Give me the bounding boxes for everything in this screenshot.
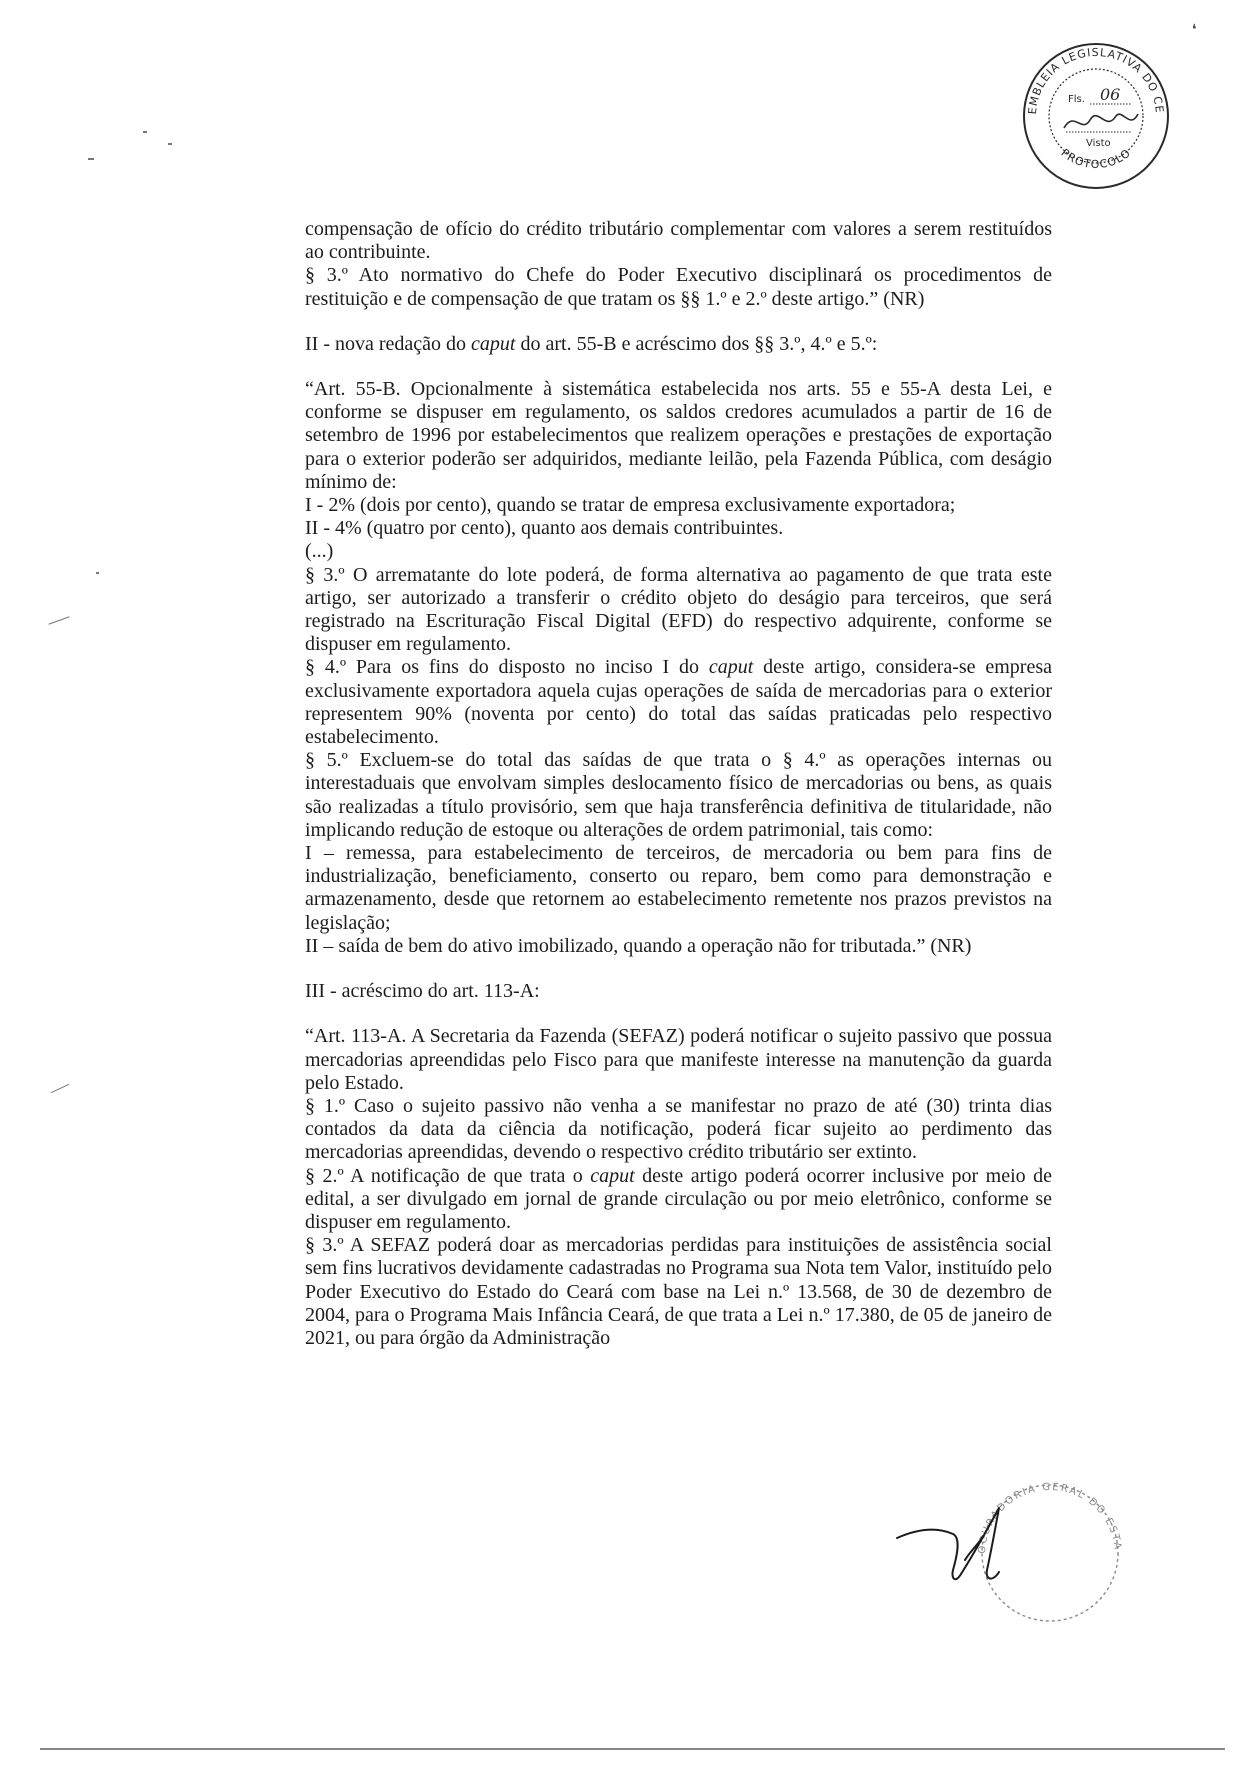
stamp-ring-bottom-text: PROTOCOLO bbox=[1058, 146, 1134, 172]
paragraph-art55b-par3: § 3.º O arrematante do lote poderá, de forma alternativa ao pagamento de que trata este artigo, ser autorizado a transferir o crédito objeto do deságio para terceiros, que será registrado na Escrituração Fiscal Digital (EFD) do respectivo adquirente, conforme se dispuser em regulamento. bbox=[305, 563, 1052, 656]
signature-graphic bbox=[895, 1500, 1025, 1610]
paragraph-art55b-caput: “Art. 55-B. Opcionalmente à sistemática estabelecida nos arts. 55 e 55-A desta Lei, e conforme se dispuser em regulamento, os saldos credores acumulados a partir de 16 de setembro de 1996 por estabelecimentos que realizem operações e prestações de exportação para o exterior poderão ser adquiridos, mediante leilão, pela Fazenda Pública, com deságio mínimo de: bbox=[305, 378, 1052, 493]
paragraph-art113a-par1: § 1.º Caso o sujeito passivo não venha a se manifestar no prazo de até (30) trinta dias contados da data da ciência da notificação, poderá ficar sujeito ao perdimento das mercadorias apreendidas, devendo o respectivo crédito tributário ser extinto. bbox=[305, 1094, 1052, 1164]
scan-speck bbox=[48, 616, 69, 624]
paragraph-art55b-inciso-i: I - 2% (dois por cento), quando se tratar de empresa exclusivamente exportadora; bbox=[305, 494, 956, 517]
page-bottom-rule bbox=[40, 1748, 1225, 1750]
stamp-visto-label: Visto bbox=[1086, 138, 1111, 149]
stamp-ring-top-text: EMBLEIA LEGISLATIVA DO CE bbox=[1025, 45, 1167, 115]
scan-speck bbox=[51, 1084, 70, 1093]
document-body bbox=[305, 218, 1052, 1350]
scan-speck bbox=[143, 131, 147, 133]
paragraph-art113a-par3: § 3.º A SEFAZ poderá doar as mercadorias perdidas para instituições de assistência social sem fins lucrativos devidamente cadastradas no Programa sua Nota tem Valor, instituído pelo Poder Executivo do Estado do Ceará com base na Lei n.º 13.568, de 30 de dezembro de 2004, para o Programa Mais Infância Ceará, de que trata a Lei n.º 17.380, de 05 de janeiro de 2021, ou para órgão da Administração bbox=[305, 1234, 1052, 1349]
corner-mark: ❛ bbox=[1192, 22, 1197, 38]
paragraph-art113a-caput: “Art. 113-A. A Secretaria da Fazenda (SEFAZ) poderá notificar o sujeito passivo que possua mercadorias apreendidas pelo Fisco para que manifeste interesse na manutenção da guarda pelo Estado. bbox=[305, 1025, 1052, 1094]
stamp-fls-number: 06 bbox=[1100, 85, 1121, 104]
paragraph-ellipsis: (...) bbox=[305, 540, 334, 563]
paragraph-art55a-par3: § 3.º Ato normativo do Chefe do Poder Executivo disciplinará os procedimentos de restituição e de compensação de que tratam os §§ 1.º e 2.º deste artigo.” (NR) bbox=[305, 264, 1052, 310]
paragraph-art55b-par5: § 5.º Excluem-se do total das saídas de que trata o § 4.º as operações internas ou interestaduais que envolvam simples deslocamento físico de mercadorias ou bens, as quais são realizadas a título provisório, sem que haja transferência definitiva de titularidade, não implicando redução de estoque ou alterações de ordem patrimonial, tais como: bbox=[305, 749, 1052, 841]
paragraph-art55b-par4: § 4.º Para os fins do disposto no inciso I do caput deste artigo, considera-se empresa exclusivamente exportadora aquela cujas operações de saída de mercadorias para o exterior representem 90% (noventa por cento) do total das saídas praticadas pelo respectivo estabelecimento. bbox=[305, 656, 1052, 749]
paragraph-compensacao: compensação de ofício do crédito tributário complementar com valores a serem restituídos ao contribuinte. bbox=[305, 218, 1052, 264]
paragraph-item-iii: III - acréscimo do art. 113-A: bbox=[305, 980, 540, 1003]
stamp-fls-label: Fls. bbox=[1068, 94, 1085, 105]
protocol-stamp-graphic bbox=[1020, 40, 1172, 192]
stamp-signature bbox=[1064, 114, 1138, 128]
handwritten-signature bbox=[895, 1500, 1025, 1610]
paragraph-item-ii: II - nova redação do caput do art. 55-B e acréscimo dos §§ 3.º, 4.º e 5.º: bbox=[305, 332, 878, 355]
scan-speck bbox=[96, 572, 99, 574]
protocol-stamp bbox=[1020, 40, 1172, 192]
paragraph-art55b-par5-inciso-i: I – remessa, para estabelecimento de terceiros, de mercadoria ou bem para fins de industrialização, beneficiamento, conserto ou reparo, bem como para demonstração e armazenamento, desde que retornem ao estabelecimento remetente nos prazos previstos na legislação; bbox=[305, 842, 1052, 934]
paragraph-art55b-inciso-ii: II - 4% (quatro por cento), quanto aos demais contribuintes. bbox=[305, 517, 784, 540]
seal-ring-text: OCURADORIA GERAL DO ESTA bbox=[976, 1481, 1123, 1555]
scan-speck bbox=[168, 143, 172, 145]
paragraph-art55b-par5-inciso-ii: II – saída de bem do ativo imobilizado, quando a operação não for tributada.” (NR) bbox=[305, 934, 972, 957]
paragraph-art113a-par2: § 2.º A notificação de que trata o caput deste artigo poderá ocorrer inclusive por meio de edital, a ser divulgado em jornal de grande circulação ou por meio eletrônico, conforme se dispuser em regulamento. bbox=[305, 1164, 1052, 1233]
scan-speck bbox=[88, 158, 94, 160]
